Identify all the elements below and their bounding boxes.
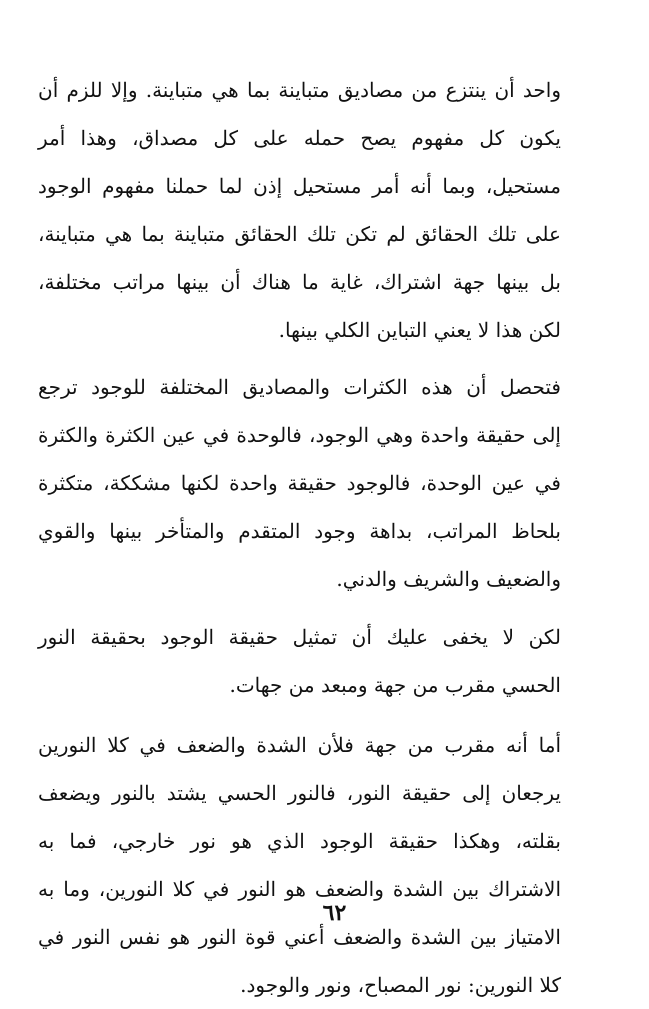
text-line: والضعيف والشريف والدني. [336,567,561,591]
text-line: لكن هذا لا يعني التباين الكلي بينها. [278,318,561,342]
paragraph-3 [38,613,561,709]
text-line: إلى حقيقة واحدة وهي الوجود، فالوحدة في عين الكثرة والكثرة [38,423,561,447]
text-line: يكون كل مفهوم يصح حمله على كل مصداق، وهذا أمر [38,126,561,150]
paragraph-2 [38,363,561,603]
text-line: بلحاظ المراتب، بداهة وجود المتقدم والمتأخر بينها والقوي [38,519,561,543]
page-number: ٦٢ [322,900,347,926]
text-line: فتحصل أن هذه الكثرات والمصاديق المختلفة للوجود ترجع [38,375,561,399]
paragraph-1 [38,66,561,354]
text-line: مستحيل، وبما أنه أمر مستحيل إذن لما حملنا مفهوم الوجود [38,174,561,198]
text-line: كلا النورين: نور المصباح، ونور والوجود. [240,973,561,997]
paragraph-4 [38,721,561,1009]
text-line: الامتياز بين الشدة والضعف أعني قوة النور هو نفس النور في [38,925,561,949]
text-line: في عين الوحدة، فالوجود حقيقة واحدة لكنها مشككة، متكثرة [38,471,561,495]
text-line: يرجعان إلى حقيقة النور، فالنور الحسي يشتد بالنور ويضعف [38,781,561,805]
text-line: أما أنه مقرب من جهة فلأن الشدة والضعف في كلا النورين [38,733,561,757]
text-line: بل بينها جهة اشتراك، غاية ما هناك أن بينها مراتب مختلفة، [38,270,561,294]
body-text [38,66,561,1009]
text-line: بقلته، وهكذا حقيقة الوجود الذي هو نور خارجي، فما به [38,829,561,853]
text-line: لكن لا يخفى عليك أن تمثيل حقيقة الوجود بحقيقة النور [38,625,561,649]
text-line: على تلك الحقائق لم تكن تلك الحقائق متباينة بما هي متباينة، [38,222,561,246]
text-line: واحد أن ينتزع من مصاديق متباينة بما هي متباينة. وإلا للزم أن [38,78,561,102]
text-line: الاشتراك بين الشدة والضعف هو النور في كلا النورين، وما به [38,877,561,901]
text-line: الحسي مقرب من جهة ومبعد من جهات. [229,673,561,697]
